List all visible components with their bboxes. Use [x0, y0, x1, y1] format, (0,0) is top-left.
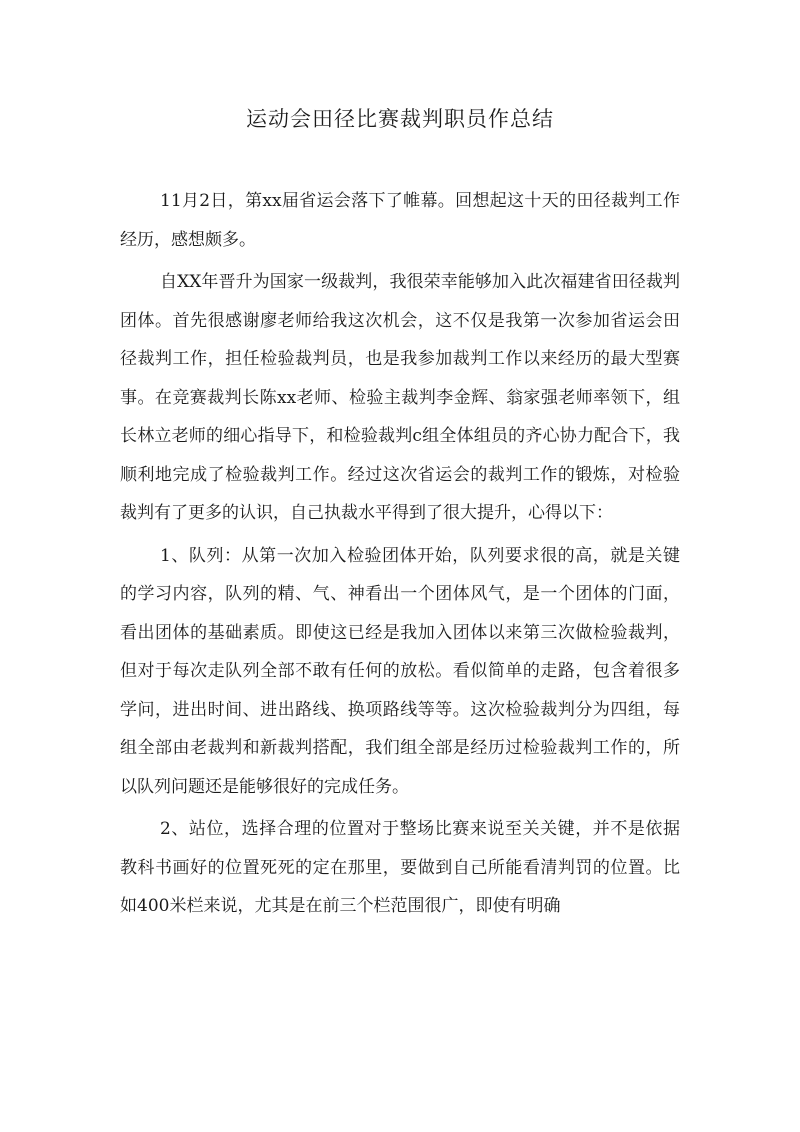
paragraph-intro: 11月2日，第xx届省运会落下了帷幕。回想起这十天的田径裁判工作经历，感想颇多。	[120, 191, 680, 250]
paragraph-background: 自XX年晋升为国家一级裁判，我很荣幸能够加入此次福建省田径裁判团体。首先很感谢廖老师给我这次机会，这不仅是我第一次参加省运会田径裁判工作，担任检验裁判员，也是我参加裁判工作以来经历的最大型赛事。在竞赛裁判长陈xx老师、检验主裁判李金辉、翁家强老师率领下，组长林立老师的细心指导下，和检验裁判c组全体组员的齐心协力配合下，我顺利地完成了检验裁判工作。经过这次省运会的裁判工作的锻炼，对检验裁判有了更多的认识，自己执裁水平得到了很大提升，心得以下：	[120, 272, 680, 523]
document-title: 运动会田径比赛裁判职员作总结	[246, 107, 554, 131]
paragraph-queue: 1、队列：从第一次加入检验团体开始，队列要求很的高，就是关键的学习内容，队列的精、气、神看出一个团体风气，是一个团体的门面，看出团体的基础素质。即使这已经是我加入团体以来第三次做检验裁判，但对于每次走队列全部不敢有任何的放松。看似简单的走路，包含着很多学问，进出时间、进出路线、换项路线等等。这次检验裁判分为四组，每组全部由老裁判和新裁判搭配，我们组全部是经历过检验裁判工作的，所以队列问题还是能够很好的完成任务。	[120, 545, 680, 797]
document-body	[120, 182, 680, 930]
paragraph-position: 2、站位，选择合理的位置对于整场比赛来说至关关键，并不是依据教科书画好的位置死死的定在那里，要做到自己所能看清判罚的位置。比如400米栏来说，尤其是在前三个栏范围很广，即使有明确	[120, 819, 680, 916]
